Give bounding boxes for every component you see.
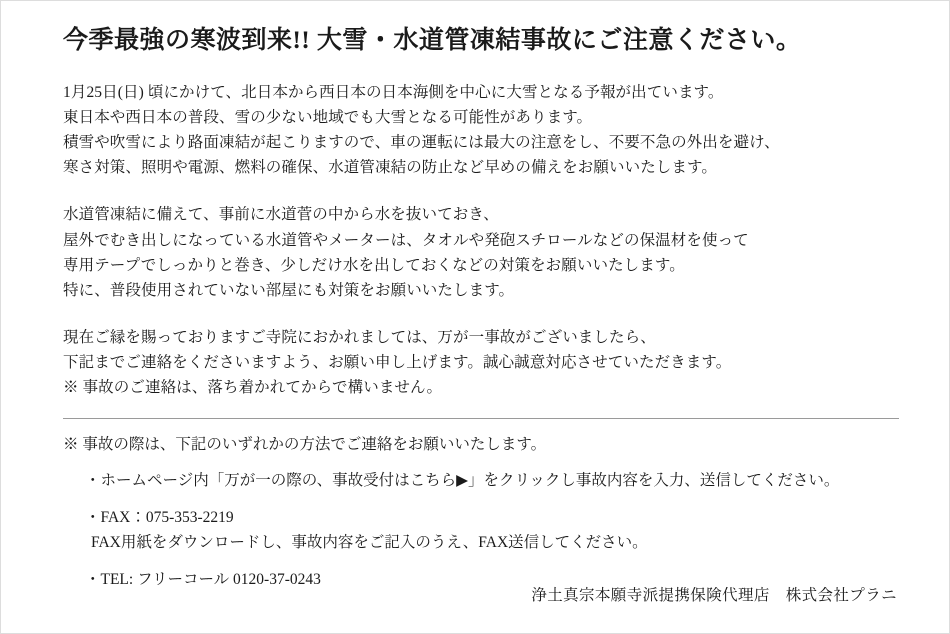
paragraph-line: 屋外でむき出しになっている水道管やメーターは、タオルや発砲スチロールなどの保温材を使って [63, 231, 749, 249]
page-title: 今季最強の寒波到来!! 大雪・水道管凍結事故にご注意ください。 [63, 27, 802, 54]
contact-method-fax: ・FAX：075-353-2219 [85, 509, 234, 527]
paragraph-weather-warning [63, 80, 899, 180]
paragraph-line: 東日本や西日本の普段、雪の少ない地域でも大雪となる可能性があります。 [63, 109, 593, 127]
paragraph-line: 水道管凍結に備えて、事前に水道菅の中から水を抜いておき、 [63, 206, 499, 224]
paragraph-line: 寒さ対策、照明や電源、燃料の確保、水道管凍結の防止など早めの備えをお願いいたします。 [63, 159, 717, 177]
paragraph-line: 現在ご縁を賜っておりますご寺院におかれましては、万が一事故がございましたら、 [63, 328, 656, 346]
paragraph-line: 積雪や吹雪により路面凍結が起こりますので、車の運転には最大の注意をし、不要不急の外出を避け、 [63, 134, 780, 152]
contact-method-fax-note: FAX用紙をダウンロードし、事故内容をご記入のうえ、FAX送信してください。 [91, 534, 648, 552]
contact-method-web[interactable]: ・ホームページ内「万が一の際の、事故受付はこちら▶」をクリックし事故内容を入力、送信してください。 [85, 472, 840, 489]
list-item [63, 505, 899, 555]
contact-method-list [63, 468, 899, 592]
list-item [63, 468, 899, 493]
contact-method-tel: ・TEL: フリーコール 0120-37-0243 [85, 571, 321, 589]
paragraph-line: ※ 事故のご連絡は、落ち着かれてからで構いません。 [63, 379, 443, 397]
paragraph-line: 専用テープでしっかりと巻き、少しだけ水を出しておくなどの対策をお願いいたします。 [63, 256, 685, 274]
paragraph-line: 特に、普段使用されていない部屋にも対策をお願いいたします。 [63, 281, 515, 299]
contact-heading: ※ 事故の際は、下記のいずれかの方法でご連絡をお願いいたします。 [63, 436, 547, 454]
document-content [63, 23, 899, 604]
company-signature: 浄土真宗本願寺派提携保険代理店 株式会社プラニ [531, 587, 897, 604]
section-divider [63, 418, 899, 419]
paragraph-accident-contact [63, 325, 899, 400]
paragraph-pipe-freeze-prevention [63, 202, 899, 302]
paragraph-line: 下記までご連絡をくださいますよう、お願い申し上げます。誠心誠意対応させていただきます。 [63, 353, 732, 371]
paragraph-line: 1月25日(日) 頃にかけて、北日本から西日本の日本海側を中心に大雪となる予報が出ています。 [63, 84, 724, 101]
